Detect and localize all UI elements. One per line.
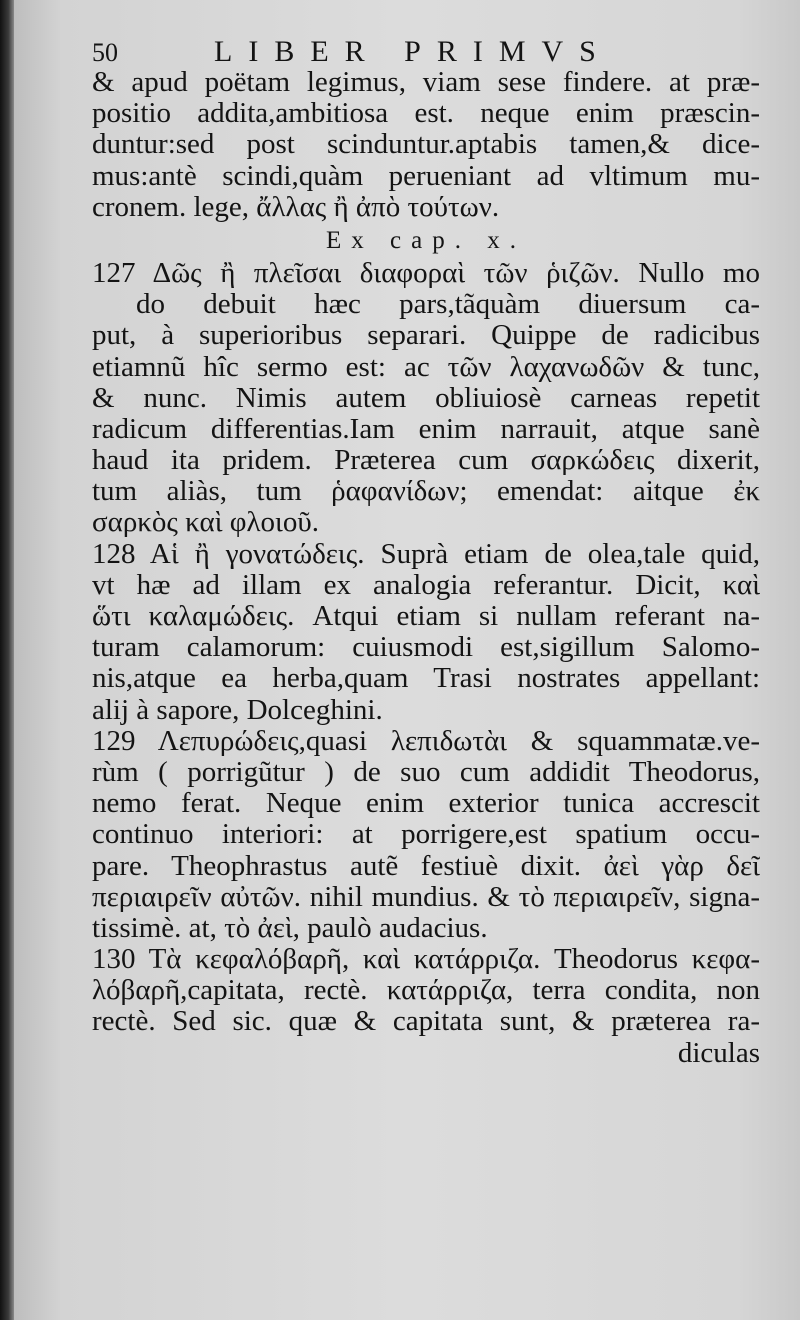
page-text-block [92,36,760,1069]
entry-127-line: radicum differentias.Iam enim narrauit, atque sanè [92,413,760,445]
chapter-heading: Ex cap. x. [326,226,526,254]
entry-128-line: turam calamorum: cuiusmodi est,sigillum Salomo- [92,632,760,664]
page-header [92,36,760,67]
page-number: 50 [92,38,118,67]
text-line: positio addita,ambitiosa est. neque enim præscin- [92,98,760,130]
entry-129-line: tissimè. at, τὸ ἀεὶ, paulò audacius. [92,912,488,944]
entry-129-line: 129 Λεπυρώδεις,quasi λεπιδωτὰι & squammatæ.ve- [92,725,760,757]
entry-127-line: put, à superioribus separari. Quippe de radicibus [92,320,760,352]
entry-127-line: σαρκὸς καὶ φλοιοῦ. [92,507,319,539]
text-line: mus:antè scindi,quàm perueniant ad vltimum mu- [92,160,760,192]
entry-130-line: rectè. Sed sic. quæ & capitata sunt, & præterea ra- [92,1006,760,1038]
text-line: & apud poëtam legimus, viam sese findere. at præ- [92,67,760,98]
entry-127-line: haud ita pridem. Præterea cum σαρκώδεις dixerit, [92,445,760,477]
entry-127-line: etiamnũ hîc sermo est: ac τῶν λαχανωδῶν & tunc, [92,351,760,383]
entry-128-line: 128 Αἱ ἢ γονατώδεις. Suprà etiam de olea,tale quid, [92,538,760,570]
running-title: LIBER PRIMVS [214,35,612,68]
entry-129-line: continuo interiori: at porrigere,est spatium occu- [92,819,760,851]
entry-127-line: & nunc. Nimis autem obliuiosè carneas repetit [92,382,760,414]
entry-128-line: alij à sapore, Dolceghini. [92,694,383,726]
entry-129-line: nemo ferat. Neque enim exterior tunica accrescit [92,788,760,820]
entry-129-line: περιαιρεῖν αὐτῶν. nihil mundius. & τὸ περιαιρεῖν, signa- [92,881,760,913]
entry-129-line: rùm ( porrigũtur ) de suo cum addidit Theodorus, [92,756,760,788]
entry-128-line: vt hæ ad illam ex analogia referantur. Dicit, καὶ [92,569,760,601]
entry-127-line: do debuit hæc pars,tãquàm diuersum ca- [136,289,760,321]
text-line: cronem. lege, ἄλλας ἢ ἀπὸ τούτων. [92,191,500,223]
entry-127-line: tum aliàs, tum ῥαφανίδων; emendat: aitque ἐκ [92,476,760,508]
entry-127-line: 127 Δῶς ἢ πλεῖσαι διαφοραὶ τῶν ῥιζῶν. Nullo mo [92,257,760,289]
text-line: duntur:sed post scinduntur.aptabis tamen,& dice- [92,129,760,161]
entry-129-line: pare. Theophrastus autẽ festiuè dixit. ἀεὶ γὰρ δεῖ [92,850,760,882]
entry-128-line: ὥτι καλαμώδεις. Atqui etiam si nullam referant na- [92,601,760,632]
entry-130-line: λόβαρῆ,capitata, rectè. κατάρριζα, terra condita, non [92,975,760,1007]
entry-128-line: nis,atque ea herba,quam Trasi nostrates appellant: [92,663,760,695]
book-spine-shadow [0,0,14,1320]
catchword: diculas [677,1037,760,1069]
entry-130-line: 130 Τὰ κεφαλόβαρῆ, καὶ κατάρριζα. Theodorus κεφα- [92,944,760,976]
